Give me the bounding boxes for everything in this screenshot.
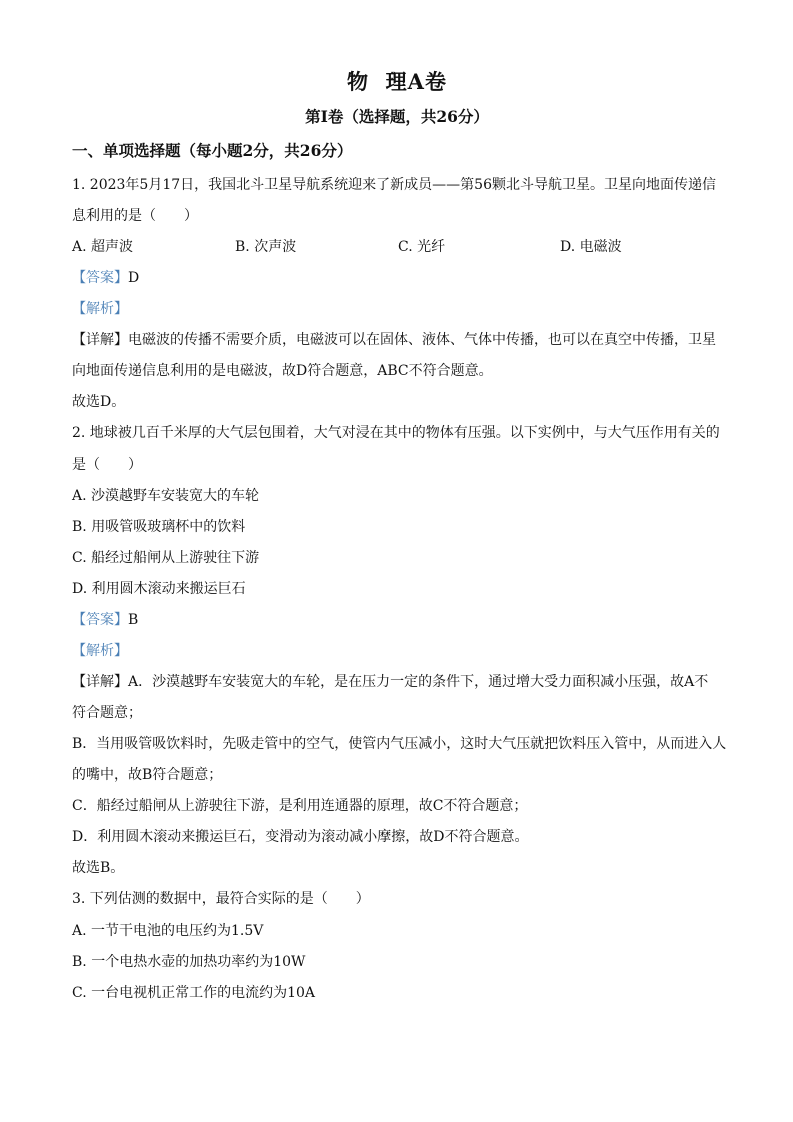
section-heading: 一、单项选择题（每小题2分，共26分） <box>72 141 353 160</box>
detail-text: 电磁波的传播不需要介质，电磁波可以在固体、液体、气体中传播，也可以在真空中传播，卫星 <box>128 332 716 348</box>
q3-option-a: A. 一节干电池的电压约为1.5V <box>72 923 264 939</box>
q1-stem-line-2: 息利用的是（ ） <box>72 208 198 224</box>
q2-conclusion: 故选B。 <box>72 860 125 876</box>
q1-option-c: C. 光纤 <box>398 239 446 255</box>
q3-stem-line-1: 3. 下列估测的数据中，最符合实际的是（ ） <box>72 891 370 907</box>
detail-tag: 【详解】 <box>72 674 128 690</box>
q2-detail-line-1 <box>72 672 708 692</box>
q1-option-b: B. 次声波 <box>235 239 297 255</box>
q2-stem-line-1: 2. 地球被几百千米厚的大气层包围着，大气对浸在其中的物体有压强。以下实例中，与大气压作用有关的 <box>72 425 720 441</box>
q2-analysis-tag: 【解析】 <box>72 643 128 659</box>
q1-stem-line-1: 1. 2023年5月17日，我国北斗卫星导航系统迎来了新成员——第56颗北斗导航卫星。卫星向地面传递信 <box>72 177 716 193</box>
q2-option-d: D. 利用圆木滚动来搬运巨石 <box>72 581 246 597</box>
q3-option-b: B. 一个电热水壶的加热功率约为10W <box>72 954 306 970</box>
q1-option-d: D. 电磁波 <box>560 239 622 255</box>
detail-tag: 【详解】 <box>72 332 128 348</box>
q1-option-a: A. 超声波 <box>72 239 134 255</box>
q2-detail-line-5: C．船经过船闸从上游驶往下游，是利用连通器的原理，故C不符合题意； <box>72 798 528 814</box>
q2-detail-line-4: 的嘴中，故B符合题意； <box>72 767 223 783</box>
q2-option-c: C. 船经过船闸从上游驶往下游 <box>72 550 260 566</box>
q3-option-c: C. 一台电视机正常工作的电流约为10A <box>72 985 316 1001</box>
q1-conclusion: 故选D。 <box>72 394 126 410</box>
q1-answer <box>72 268 139 288</box>
q1-analysis-tag: 【解析】 <box>72 301 128 317</box>
part-subtitle: 第Ⅰ卷（选择题，共26分） <box>305 107 489 126</box>
answer-value: D <box>128 270 140 286</box>
page-title: 物 理A卷 <box>347 69 447 94</box>
q2-stem-line-2: 是（ ） <box>72 457 142 473</box>
answer-value: B <box>128 612 139 628</box>
q1-detail-line-1 <box>72 330 716 350</box>
answer-tag: 【答案】 <box>72 270 128 286</box>
q2-option-b: B. 用吸管吸玻璃杯中的饮料 <box>72 519 246 535</box>
q2-detail-line-2: 符合题意； <box>72 705 142 721</box>
q2-detail-line-6: D．利用圆木滚动来搬运巨石，变滑动为滚动减小摩擦，故D不符合题意。 <box>72 829 529 845</box>
answer-tag: 【答案】 <box>72 612 128 628</box>
detail-text: A．沙漠越野车安装宽大的车轮，是在压力一定的条件下，通过增大受力面积减小压强，故A不 <box>128 674 709 690</box>
q2-answer <box>72 610 138 630</box>
q2-option-a: A. 沙漠越野车安装宽大的车轮 <box>72 488 260 504</box>
q2-detail-line-3: B．当用吸管吸饮料时，先吸走管中的空气，使管内气压减小，这时大气压就把饮料压入管中，从而进入人 <box>72 736 727 752</box>
q1-detail-line-2: 向地面传递信息利用的是电磁波，故D符合题意，ABC不符合题意。 <box>72 363 493 379</box>
